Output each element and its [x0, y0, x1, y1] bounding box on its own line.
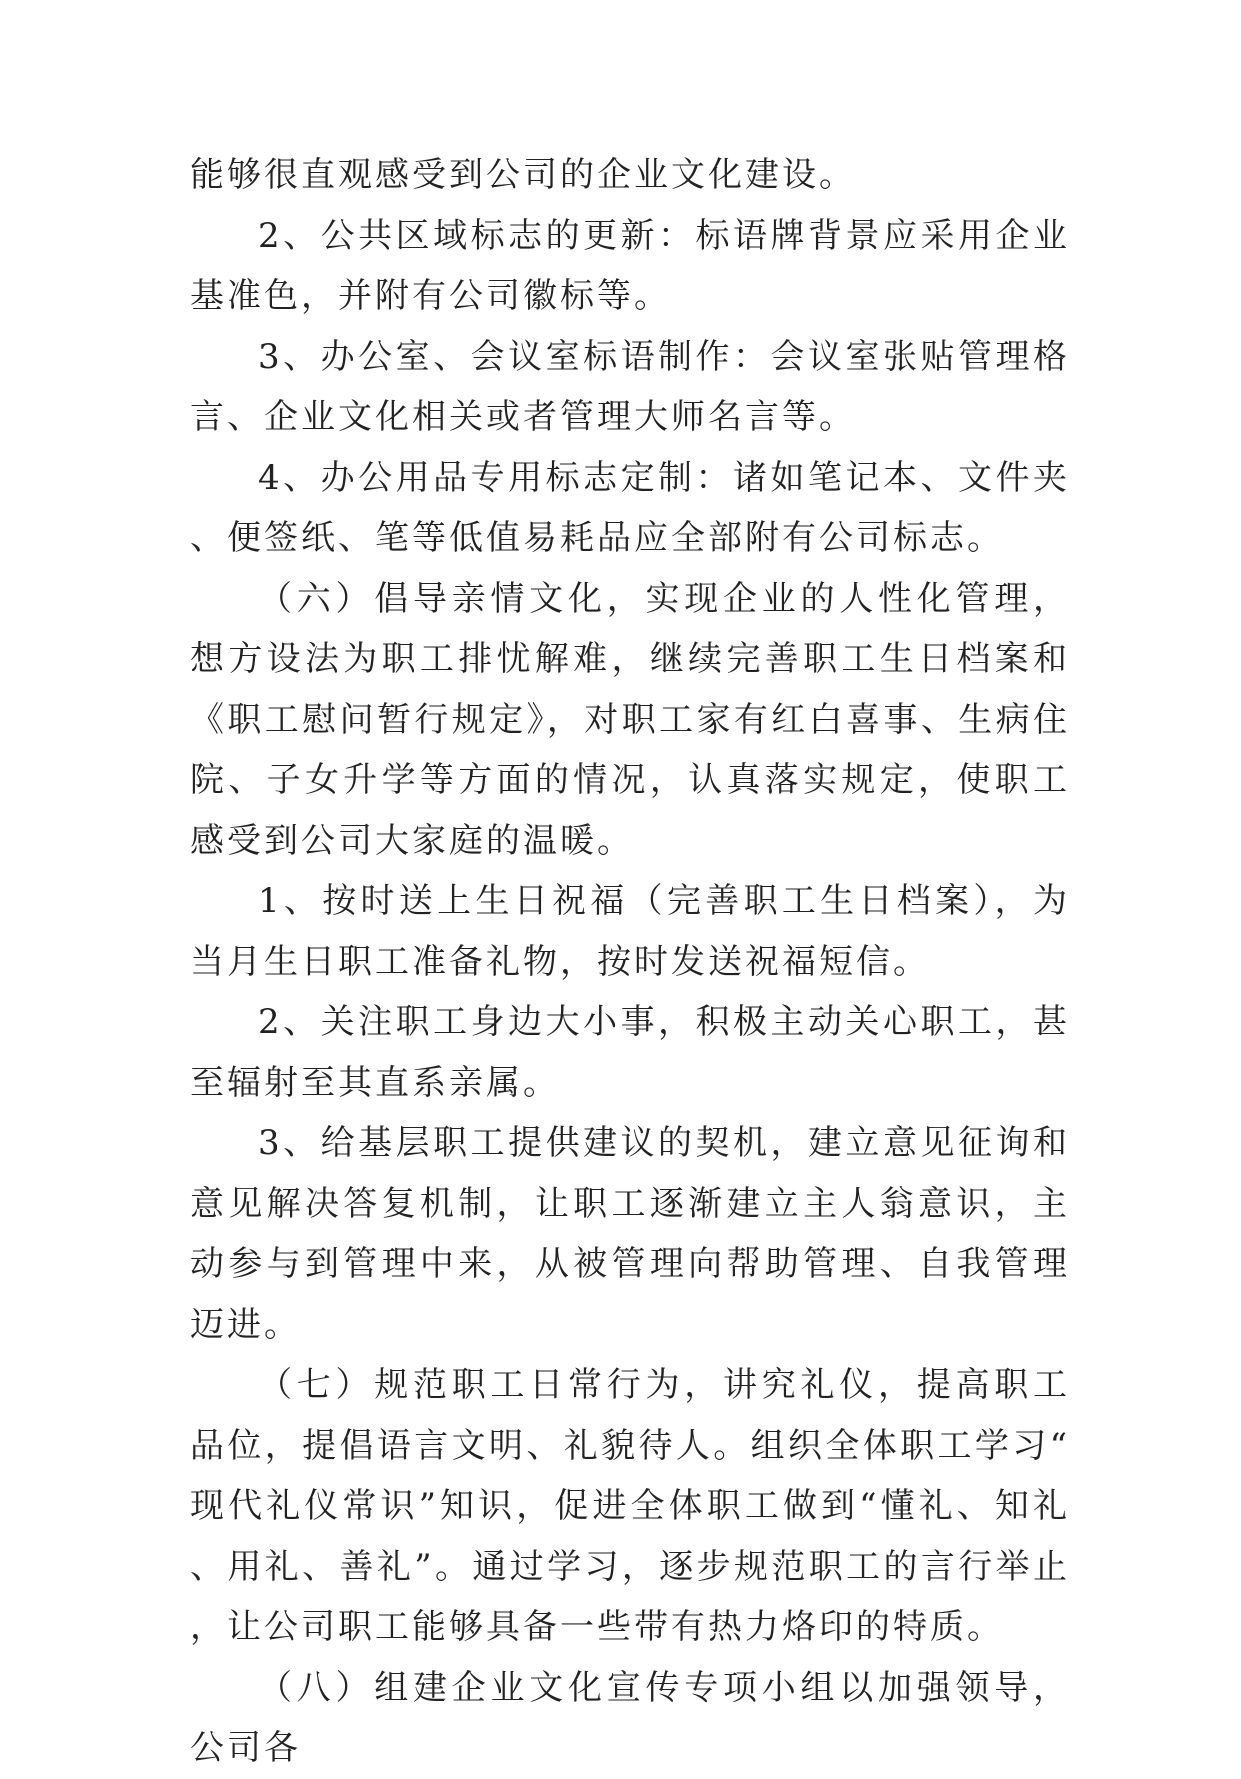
- paragraph-continuation: 能够很直观感受到公司的企业文化建设。: [190, 155, 856, 195]
- paragraph-section-seven: （七）规范职工日常行为，讲究礼仪，提高职工品位，提倡语言文明、礼貌待人。组织全体职工学习“现代礼仪常识”知识，促进全体职工做到“懂礼、知礼、用礼、善礼”。通过学习，逐步规范职工的言行举止，让公司职工能够具备一些带有热力烙印的特质。: [190, 1365, 1070, 1647]
- paragraph-birthday-wishes: 1、按时送上生日祝福（完善职工生日档案），为当月生日职工准备礼物，按时发送祝福短信。: [190, 881, 1070, 982]
- paragraph-section-six: （六）倡导亲情文化，实现企业的人性化管理，想方设法为职工排忧解难，继续完善职工生日档案和《职工慰问暂行规定》，对职工家有红白喜事、生病住院、子女升学等方面的情况，认真落实规定，使职工感受到公司大家庭的温暖。: [190, 578, 1070, 861]
- paragraph-public-signage: 2、公共区域标志的更新：标语牌背景应采用企业基准色，并附有公司徽标等。: [190, 215, 1070, 316]
- body-text: [190, 145, 1070, 1779]
- paragraph-office-slogans: 3、办公室、会议室标语制作：会议室张贴管理格言、企业文化相关或者管理大师名言等。: [190, 336, 1070, 437]
- paragraph-care-for-staff: 2、关注职工身边大小事，积极主动关心职工，甚至辐射至其直系亲属。: [190, 1002, 1070, 1103]
- paragraph-office-supplies: 4、办公用品专用标志定制：诸如笔记本、文件夹、便签纸、笔等低值易耗品应全部附有公司标志。: [190, 457, 1070, 558]
- paragraph-section-eight: （八）组建企业文化宣传专项小组以加强领导，公司各: [190, 1667, 1070, 1768]
- paragraph-feedback-mechanism: 3、给基层职工提供建议的契机，建立意见征询和意见解决答复机制，让职工逐渐建立主人翁意识，主动参与到管理中来，从被管理向帮助管理、自我管理迈进。: [190, 1123, 1070, 1345]
